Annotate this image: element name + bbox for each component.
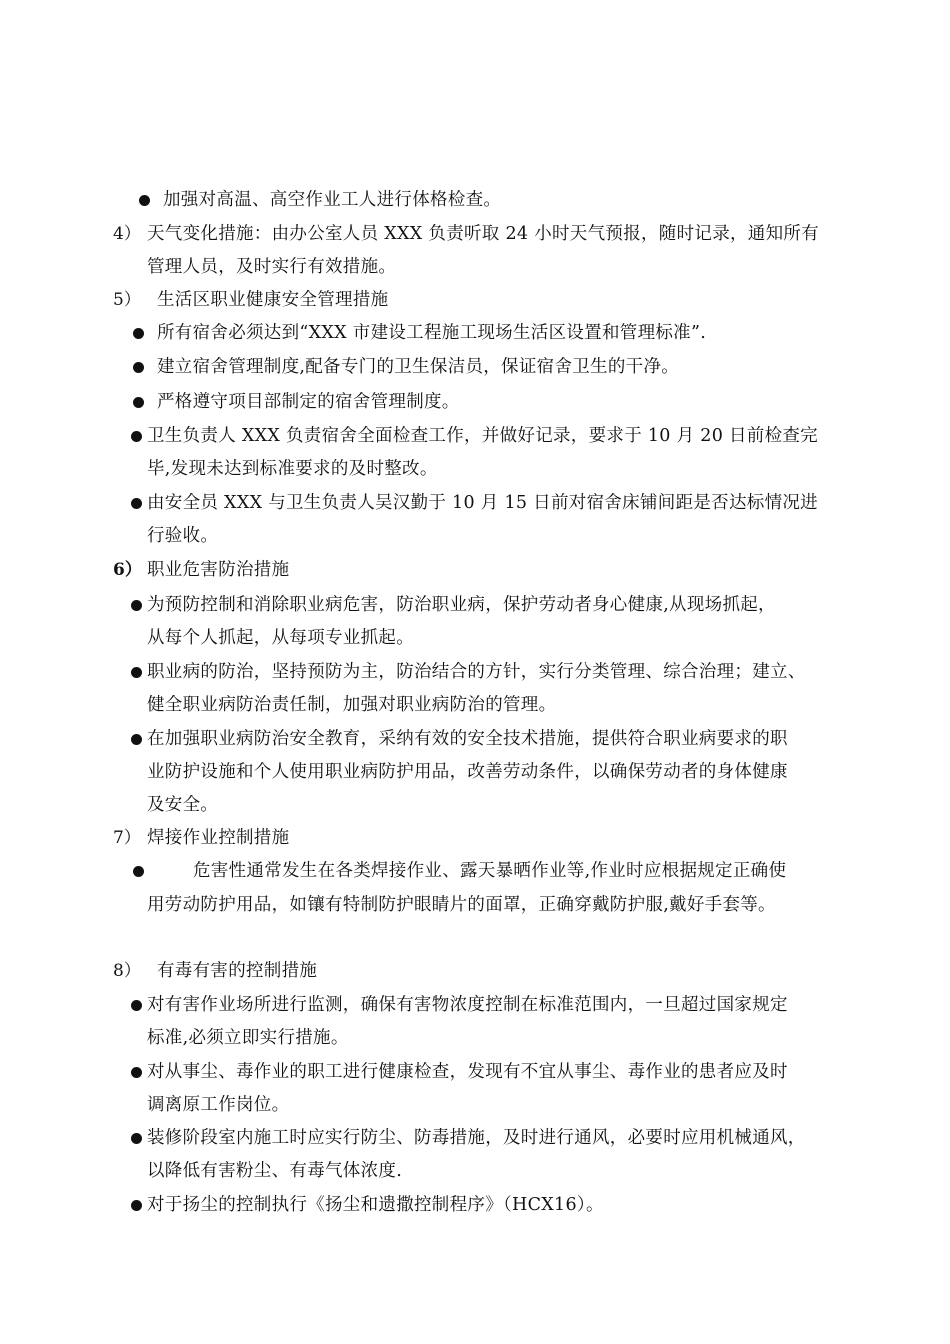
s7-heading: 焊接作业控制措施 bbox=[147, 828, 290, 848]
s5-bullet-4-line-1: 卫生负责人 XXX 负责宿舍全面检查工作，并做好记录，要求于 10 月 20 日前检查完 bbox=[147, 426, 818, 446]
s5-number: 5） bbox=[113, 290, 141, 310]
bullet-icon bbox=[131, 431, 142, 442]
s7-number: 7） bbox=[113, 828, 141, 848]
s6-bullet-1-line-2: 从每个人抓起，从每项专业抓起。 bbox=[147, 628, 414, 648]
s4-number: 4） bbox=[113, 224, 141, 244]
s8-bullet-1-line-2: 标准,必须立即实行措施。 bbox=[147, 1028, 349, 1048]
s6-number: 6） bbox=[113, 560, 142, 580]
s8-bullet-2-line-2: 调离原工作岗位。 bbox=[147, 1095, 290, 1115]
s8-bullet-3-line-1: 装修阶段室内施工时应实行防尘、防毒措施，及时进行通风，必要时应用机械通风， bbox=[147, 1128, 806, 1148]
bullet-icon bbox=[131, 498, 142, 509]
s4-line-1: 天气变化措施：由办公室人员 XXX 负责听取 24 小时天气预报，随时记录，通知所有 bbox=[147, 224, 819, 244]
bullet-icon bbox=[131, 1133, 142, 1144]
s5-bullet-3-line-1: 严格遵守项目部制定的宿舍管理制度。 bbox=[157, 392, 460, 412]
s5-bullet-2-line-1: 建立宿舍管理制度,配备专门的卫生保洁员，保证宿舍卫生的干净。 bbox=[157, 357, 680, 377]
bullet-icon bbox=[139, 195, 150, 206]
bullet-icon bbox=[131, 1000, 142, 1011]
bullet-icon bbox=[131, 600, 142, 611]
bullet-icon bbox=[131, 1067, 142, 1078]
bullet-icon bbox=[133, 328, 144, 339]
s8-heading: 有毒有害的控制措施 bbox=[157, 961, 318, 981]
bullet-icon bbox=[133, 362, 144, 373]
s6-bullet-2-line-1: 职业病的防治，坚持预防为主，防治结合的方针，实行分类管理、综合治理；建立、 bbox=[147, 662, 806, 682]
s8-bullet-2-line-1: 对从事尘、毒作业的职工进行健康检查，发现有不宜从事尘、毒作业的患者应及时 bbox=[147, 1062, 788, 1082]
bullet-icon bbox=[133, 866, 144, 877]
s6-bullet-3-line-3: 及安全。 bbox=[147, 795, 219, 815]
bullet-icon bbox=[131, 1200, 142, 1211]
s8-bullet-1-line-1: 对有害作业场所进行监测，确保有害物浓度控制在标准范围内，一旦超过国家规定 bbox=[147, 995, 788, 1015]
s5-bullet-4-line-2: 毕,发现未达到标准要求的及时整改。 bbox=[147, 459, 438, 479]
s5-heading: 生活区职业健康安全管理措施 bbox=[157, 290, 389, 310]
s7-bullet-1-line-1: 危害性通常发生在各类焊接作业、露天暴晒作业等,作业时应根据规定正确使 bbox=[193, 861, 787, 881]
s8-bullet-3-line-2: 以降低有害粉尘、有毒气体浓度. bbox=[147, 1161, 403, 1181]
s5-bullet-5-line-1: 由安全员 XXX 与卫生负责人吴汉勤于 10 月 15 日前对宿舍床铺间距是否达标情况进 bbox=[147, 493, 818, 513]
s6-bullet-3-line-2: 业防护设施和个人使用职业病防护用品，改善劳动条件，以确保劳动者的身体健康 bbox=[147, 762, 788, 782]
bullet-icon bbox=[131, 667, 142, 678]
s5-bullet-5-line-2: 行验收。 bbox=[147, 526, 219, 546]
s3-bullet-1-line-1: 加强对高温、高空作业工人进行体格检查。 bbox=[163, 190, 502, 210]
s7-bullet-1-line-2: 用劳动防护用品，如镶有特制防护眼睛片的面罩，正确穿戴防护服,戴好手套等。 bbox=[147, 895, 776, 915]
bullet-icon bbox=[131, 734, 142, 745]
s6-bullet-1-line-1: 为预防控制和消除职业病危害，防治职业病，保护劳动者身心健康,从现场抓起， bbox=[147, 595, 776, 615]
s8-number: 8） bbox=[113, 961, 141, 981]
s4-line-2: 管理人员，及时实行有效措施。 bbox=[147, 257, 397, 277]
s8-bullet-4-line-1: 对于扬尘的控制执行《扬尘和遗撒控制程序》（HCX16）。 bbox=[147, 1195, 604, 1215]
s6-heading: 职业危害防治措施 bbox=[147, 560, 290, 580]
s6-bullet-3-line-1: 在加强职业病防治安全教育，采纳有效的安全技术措施，提供符合职业病要求的职 bbox=[147, 729, 788, 749]
bullet-icon bbox=[133, 397, 144, 408]
s5-bullet-1-line-1: 所有宿舍必须达到“XXX 市建设工程施工现场生活区设置和管理标准”. bbox=[157, 323, 707, 343]
s6-bullet-2-line-2: 健全职业病防治责任制，加强对职业病防治的管理。 bbox=[147, 695, 557, 715]
